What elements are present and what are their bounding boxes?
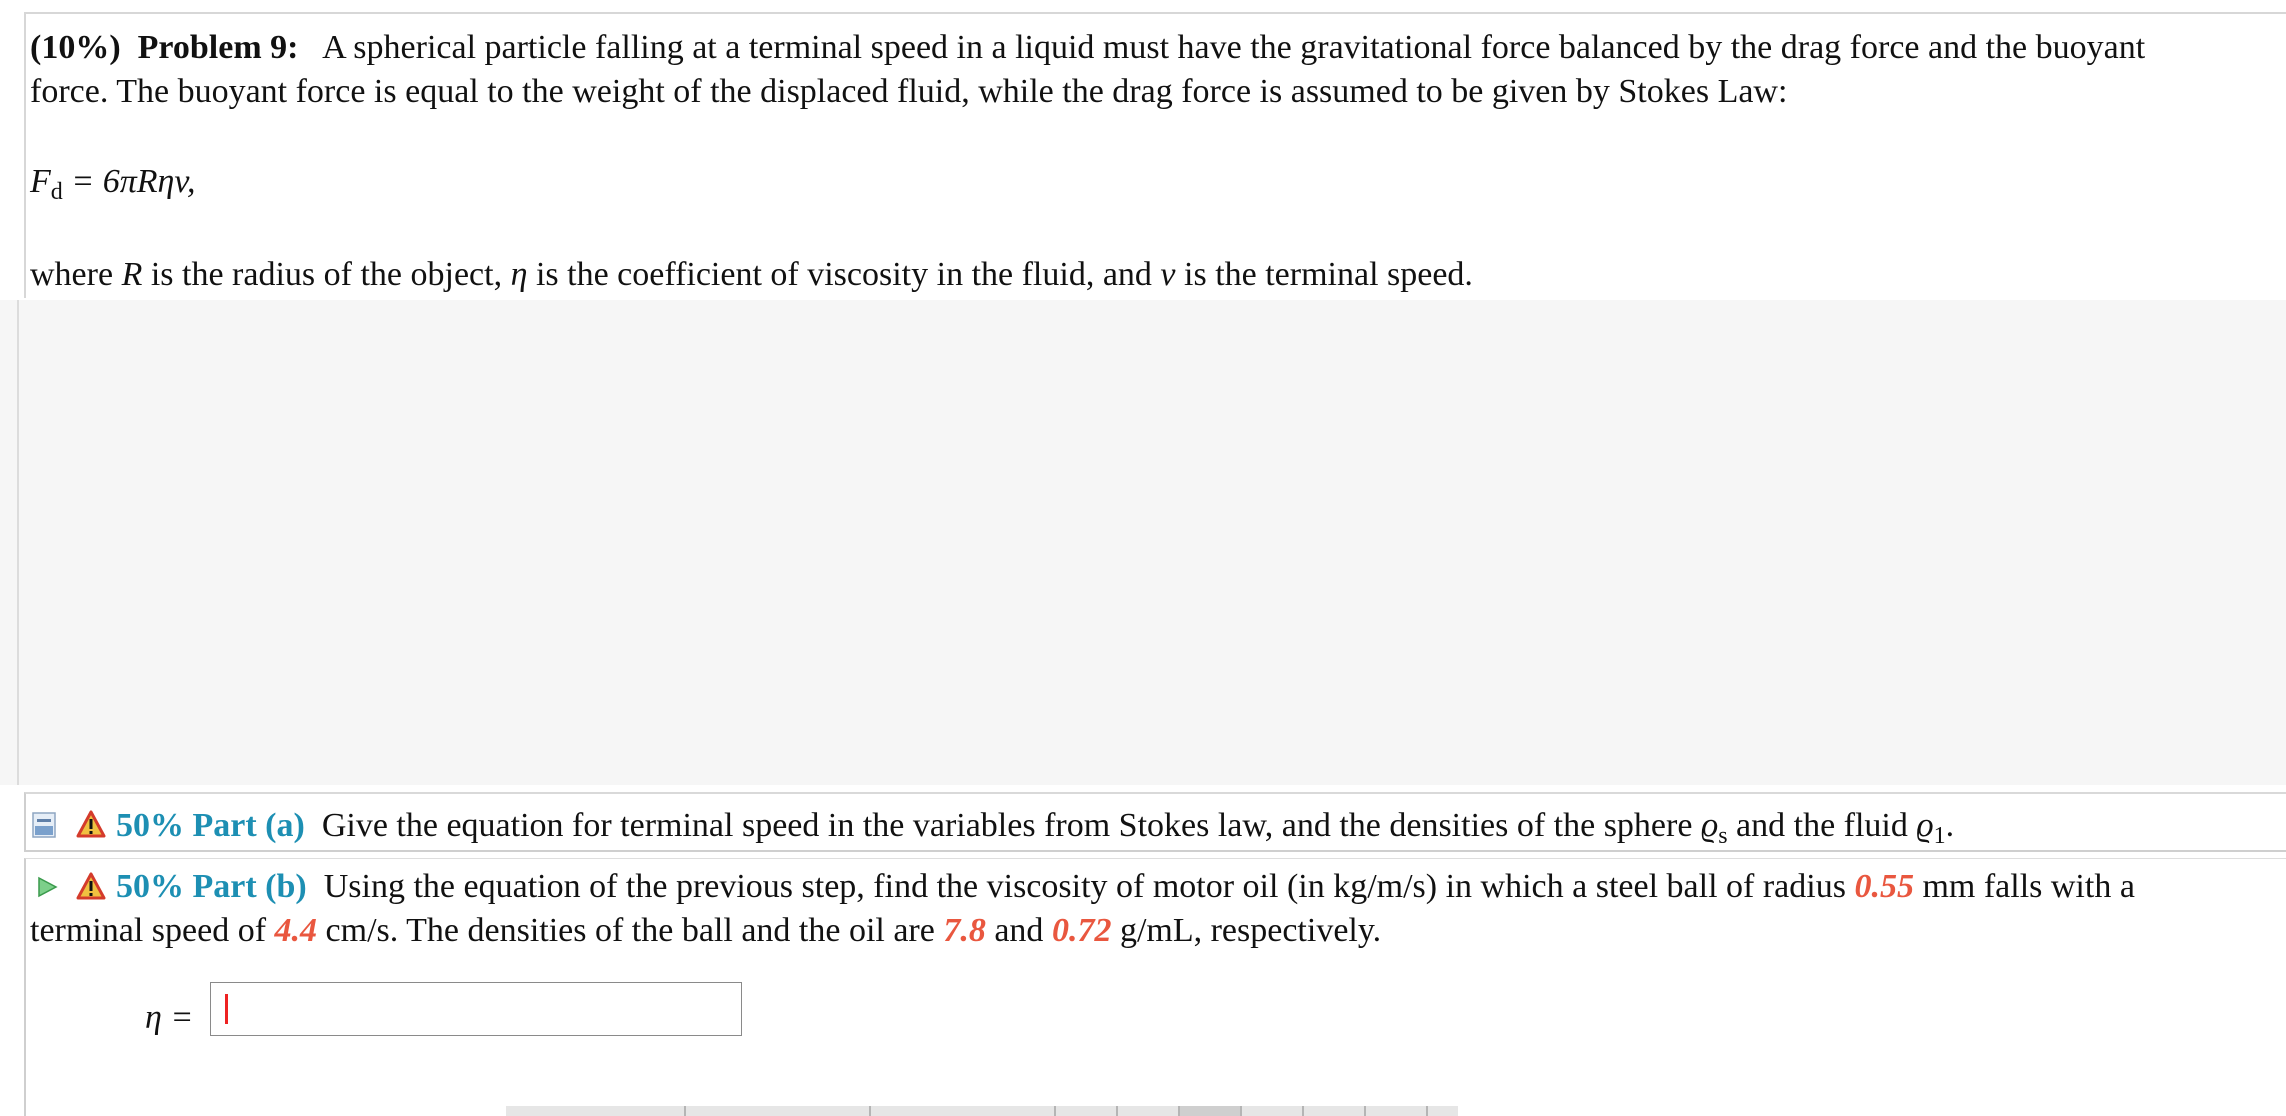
- problem-line-2: [30, 70, 1787, 114]
- part-a-text: 50% Part (a) Give the equation for terminal speed in the variables from Stokes law, and the densities of the sphere $ϱ_s$ and the fluid $ϱ_1$.: [116, 807, 1955, 849]
- radius-value: 0.55: [1854, 868, 1914, 905]
- part-b-line-1: 50% Part (b) Using the equation of the previous step, find the viscosity of motor oil (in kg/m/s) in which a steel ball of radius 0.55 mm falls with a: [116, 868, 2135, 905]
- part-b-line-2: terminal speed of 4.4 cm/s. The densities of the ball and the oil are 7.8 and 0.72 g/mL, respectively.: [30, 912, 1382, 949]
- density-ball-value: 7.8: [943, 912, 986, 949]
- where-line: where R is the radius of the object, η is the coefficient of viscosity in the fluid, and v is the terminal speed.: [30, 256, 1473, 293]
- answer-label: η =: [145, 999, 194, 1036]
- problem-weight: (10%): [30, 29, 121, 66]
- collapse-icon[interactable]: [32, 812, 56, 838]
- problem-statement-1: A spherical particle falling at a terminal speed in a liquid must have the gravitational force balanced by the drag force and the buoyant: [322, 29, 2146, 66]
- stokes-formula: $F_d = 6\pi R\eta v$,: [30, 163, 196, 205]
- answer-input[interactable]: [210, 982, 742, 1036]
- play-arrow-icon[interactable]: [36, 876, 58, 898]
- part-a-label[interactable]: 50% Part (a): [116, 807, 305, 844]
- problem-line-1: [30, 26, 2145, 70]
- keypad-toolbar[interactable]: [506, 1106, 1458, 1116]
- warning-icon: [76, 810, 106, 838]
- part-b-label[interactable]: 50% Part (b): [116, 868, 307, 905]
- problem-title: Problem 9:: [137, 29, 299, 66]
- hint-area: [0, 300, 2286, 785]
- warning-icon: [76, 872, 106, 900]
- speed-value: 4.4: [274, 912, 318, 949]
- text-cursor: [225, 994, 228, 1024]
- density-oil-value: 0.72: [1051, 912, 1112, 949]
- problem-statement-2: force. The buoyant force is equal to the weight of the displaced fluid, while the drag force is assumed to be given by Stokes Law:: [30, 73, 1788, 110]
